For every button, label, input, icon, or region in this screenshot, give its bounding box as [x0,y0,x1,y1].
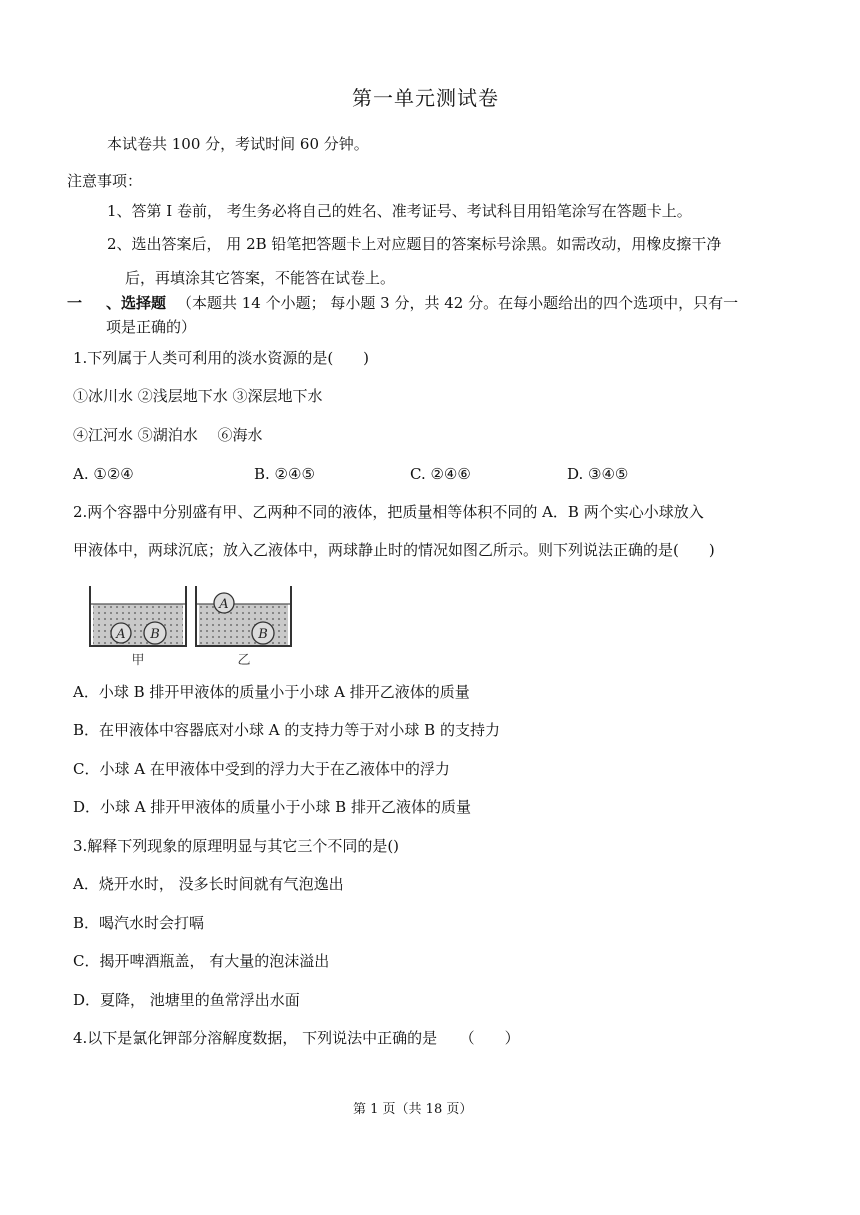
notice-heading: 注意事项： [67,172,143,190]
question-3-option-d: D．夏降， 池塘里的鱼常浮出水面 [73,991,300,1009]
container-right-label: 乙 [237,653,251,668]
question-3-stem: 3.解释下列现象的原理明显与其它三个不同的是() [73,837,400,855]
ball-a-label-right: A [219,597,229,612]
question-2-stem-line-2: 甲液体中，两球沉底；放入乙液体中，两球静止时的情况如图乙所示。则下列说法正确的是( ) [73,541,715,559]
question-2-option-a: A．小球 B 排开甲液体的质量小于小球 A 排开乙液体的质量 [73,683,470,701]
ball-a-label: A [116,627,126,642]
ball-b-label: B [150,627,160,642]
question-3-option-b: B．喝汽水时会打嗝 [73,914,205,932]
ball-b-label-right: B [258,627,268,642]
container-right [196,586,291,668]
question-2-option-d: D．小球 A 排开甲液体的质量小于小球 B 排开乙液体的质量 [73,798,471,816]
section-description-line-1: （本题共 14 个小题； 每小题 3 分，共 42 分。在每小题给出的四个选项中，只有一 [177,294,739,312]
notice-item-2-line-2: 后，再填涂其它答案，不能答在试卷上。 [125,269,396,287]
section-title: 、选择题 [106,294,167,312]
question-1-option-a: A. ①②④ [73,465,134,483]
section-number: 一 [67,294,83,312]
notice-item-2-line-1: 2、选出答案后， 用 2B 铅笔把答题卡上对应题目的答案标号涂黑。如需改动，用橡皮擦干净 [107,235,722,253]
container-left [90,586,186,668]
intro-text: 本试卷共 100 分，考试时间 60 分钟。 [107,135,369,153]
question-1-option-b: B. ②④⑤ [254,465,315,483]
question-3-option-a: A．烧开水时， 没多长时间就有气泡逸出 [73,875,344,893]
question-3-option-c: C．揭开啤酒瓶盖， 有大量的泡沫溢出 [73,952,330,970]
question-1-option-d: D. ③④⑤ [567,465,629,483]
container-figure [84,580,304,672]
page-footer: 第 1 页（共 18 页） [353,1102,473,1117]
question-1-stem: 1.下列属于人类可利用的淡水资源的是( ) [73,349,370,367]
notice-item-1: 1、答第 I 卷前， 考生务必将自己的姓名、准考证号、考试科目用铅笔涂写在答题卡上。 [107,202,692,220]
question-1-items-line-2: ④江河水 ⑤湖泊水 ⑥海水 [73,426,263,444]
question-2-stem-line-1: 2.两个容器中分别盛有甲、乙两种不同的液体，把质量相等体积不同的 A．B 两个实心小球放入 [73,503,704,521]
question-2-option-b: B．在甲液体中容器底对小球 A 的支持力等于对小球 B 的支持力 [73,721,500,739]
question-1-items-line-1: ①冰川水 ②浅层地下水 ③深层地下水 [73,387,323,405]
question-2-option-c: C．小球 A 在甲液体中受到的浮力大于在乙液体中的浮力 [73,760,450,778]
section-description-line-2: 项是正确的） [106,318,197,336]
question-4-stem: 4.以下是氯化钾部分溶解度数据， 下列说法中正确的是 （ ） [73,1029,520,1047]
container-left-label: 甲 [131,653,145,668]
page-title: 第一单元测试卷 [352,86,499,110]
question-1-option-c: C. ②④⑥ [410,465,471,483]
